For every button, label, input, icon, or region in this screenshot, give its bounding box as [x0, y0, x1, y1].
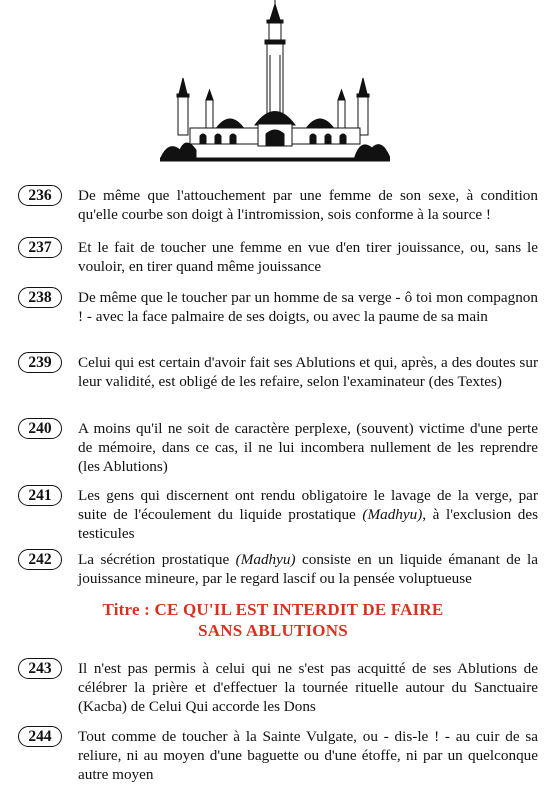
verse-item	[18, 238, 538, 276]
verse-text-part: consiste en un liquide émanant de la jouissance mineure, par le regard lascif ou la pensée voluptueuse	[78, 551, 539, 587]
section-title	[0, 599, 546, 641]
section-title-line-1: Titre : CE QU'IL EST INTERDIT DE FAIRE	[102, 600, 444, 619]
mosque-illustration	[160, 0, 390, 165]
verse-number: 238	[18, 287, 62, 308]
verse-text-part: Les gens qui discernent ont rendu obligatoire le lavage de la verge, par suite de l'écoulement du liquide prostatique	[78, 487, 538, 523]
verse-text: Il n'est pas permis à celui qui ne s'est pas acquitté de ses Ablutions de célébrer la prière et d'effectuer la tournée rituelle autour du Sanctuaire (Kacba) de Celui Qui accorde les Dons	[78, 660, 538, 715]
verse-item	[18, 550, 538, 588]
verse-item	[18, 486, 538, 543]
verse-number: 241	[18, 485, 62, 506]
verse-number: 239	[18, 352, 62, 373]
verse-item	[18, 353, 538, 391]
verse-text: De même que l'attouchement par une femme de son sexe, à condition qu'elle courbe son doigt à l'intromission, sois conforme à la source !	[78, 187, 538, 223]
verse-text	[78, 486, 538, 543]
verse-text: A moins qu'il ne soit de caractère perplexe, (souvent) victime d'une perte de mémoire, dans ce cas, il ne lui incombera nullement de les reprendre (les Ablutions)	[78, 420, 538, 475]
verse-item	[18, 659, 538, 716]
verse-item	[18, 186, 538, 224]
verse-item	[18, 419, 538, 476]
verse-number: 236	[18, 185, 62, 206]
verse-text: Celui qui est certain d'avoir fait ses Ablutions et qui, après, a des doutes sur leur validité, est obligé de les refaire, selon l'examinateur (des Textes)	[78, 354, 538, 390]
verse-text-part: , à l'exclusion des testicules	[78, 506, 539, 542]
verse-number: 243	[18, 658, 62, 679]
verse-text	[78, 550, 538, 588]
verse-text-part: La sécrétion prostatique	[78, 551, 236, 568]
verse-number: 244	[18, 726, 62, 747]
verse-number: 242	[18, 549, 62, 570]
verse-text: De même que le toucher par un homme de sa verge - ô toi mon compagnon ! - avec la face palmaire de ses doigts, ou avec la paume de sa main	[78, 289, 538, 325]
verse-item	[18, 288, 538, 326]
verse-text-italic: (Madhyu)	[362, 506, 423, 523]
verse-number: 237	[18, 237, 62, 258]
verse-number: 240	[18, 418, 62, 439]
verse-text-italic: (Madhyu)	[235, 551, 296, 568]
section-title-line-2: SANS ABLUTIONS	[198, 621, 348, 640]
verse-text: Et le fait de toucher une femme en vue d'en tirer jouissance, ou, sans le vouloir, en tirer quand même jouissance	[78, 239, 538, 275]
verse-item	[18, 727, 538, 784]
verse-text: Tout comme de toucher à la Sainte Vulgate, ou - dis-le ! - au cuir de sa reliure, ni au moyen d'une baguette ou d'une étoffe, ni par un quelconque autre moyen	[78, 728, 538, 783]
